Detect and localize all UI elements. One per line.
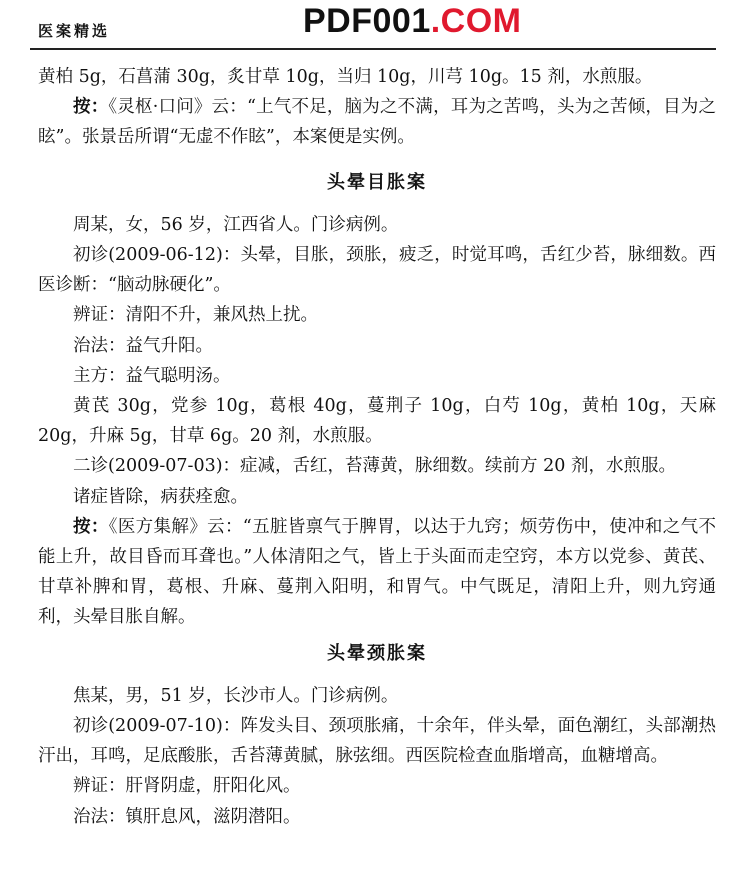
syndrome-differentiation: 辨证：清阳不升，兼风热上扰。 [73,305,318,326]
page-header [0,0,755,52]
treatment-principle: 治法：益气升阳。 [73,335,213,356]
prescription-continued: 黄柏 5g，石菖蒲 30g，炙甘草 10g，当归 10g，川芎 10g。15 剂，水煎服。 [38,67,653,87]
case-heading: 头晕目胀案 [327,171,427,193]
syndrome-differentiation: 辨证：肝肾阴虚，肝阳化风。 [73,776,301,797]
main-formula: 主方：益气聪明汤。 [73,365,231,386]
patient-info: 周某，女，56 岁，江西省人。门诊病例。 [73,214,399,235]
commentary-text: 《灵枢·口问》云：“上气不足，脑为之不满，耳为之苦鸣，头为之苦倾，目为之眩”。张景岳所谓“无虚不作眩”，本案便是实例。 [38,97,717,148]
first-visit: 初诊(2009-07-10)：阵发头目、颈项胀痛，十余年，伴头晕，面色潮红，头部潮热汗出，耳鸣，足底酸胀，舌苔薄黄腻，脉弦细。西医院检查血脂增高，血糖增高。 [38,716,716,767]
treatment-principle: 治法：镇肝息风，滋阴潜阳。 [73,806,301,827]
first-visit: 初诊(2009-06-12)：头晕，目胀，颈胀，疲乏，时觉耳鸣，舌红少苔，脉细数。西医诊断：“脑动脉硬化”。 [38,245,716,296]
header-rule [30,48,716,50]
commentary-label: 按： [73,516,109,537]
brand-text: PDF001 [303,2,431,40]
running-title: 医案精选 [38,22,111,40]
commentary-paragraph [38,92,716,152]
case-heading: 头晕颈胀案 [327,642,427,664]
commentary-text: 《医方集解》云：“五脏皆禀气于脾胃，以达于九窍；烦劳伤中，使冲和之气不能上升，故目昏而耳聋也。”人体清阳之气，皆上于头面而走空窍，本方以党参、黄芪、甘草补脾和胃，葛根、升麻、蔓荆入阳明，和胃气。中气既足，清阳上升，则九窍通利，头晕目胀自解。 [38,516,716,628]
second-visit: 二诊(2009-07-03)：症减，舌红，苔薄黄，脉细数。续前方 20 剂，水煎服。 [73,456,676,477]
commentary-label: 按： [73,97,109,118]
prescription: 黄芪 30g，党参 10g，葛根 40g，蔓荆子 10g，白芍 10g，黄柏 10g，天麻 20g，升麻 5g，甘草 6g。20 剂，水煎服。 [38,396,716,447]
commentary-paragraph [38,512,716,633]
brand-domain: .COM [430,2,522,40]
patient-info: 焦某，男，51 岁，长沙市人。门诊病例。 [73,685,399,706]
page-body [38,62,716,832]
outcome: 诸症皆除，病获痊愈。 [73,486,248,507]
watermark-brand [303,2,522,41]
